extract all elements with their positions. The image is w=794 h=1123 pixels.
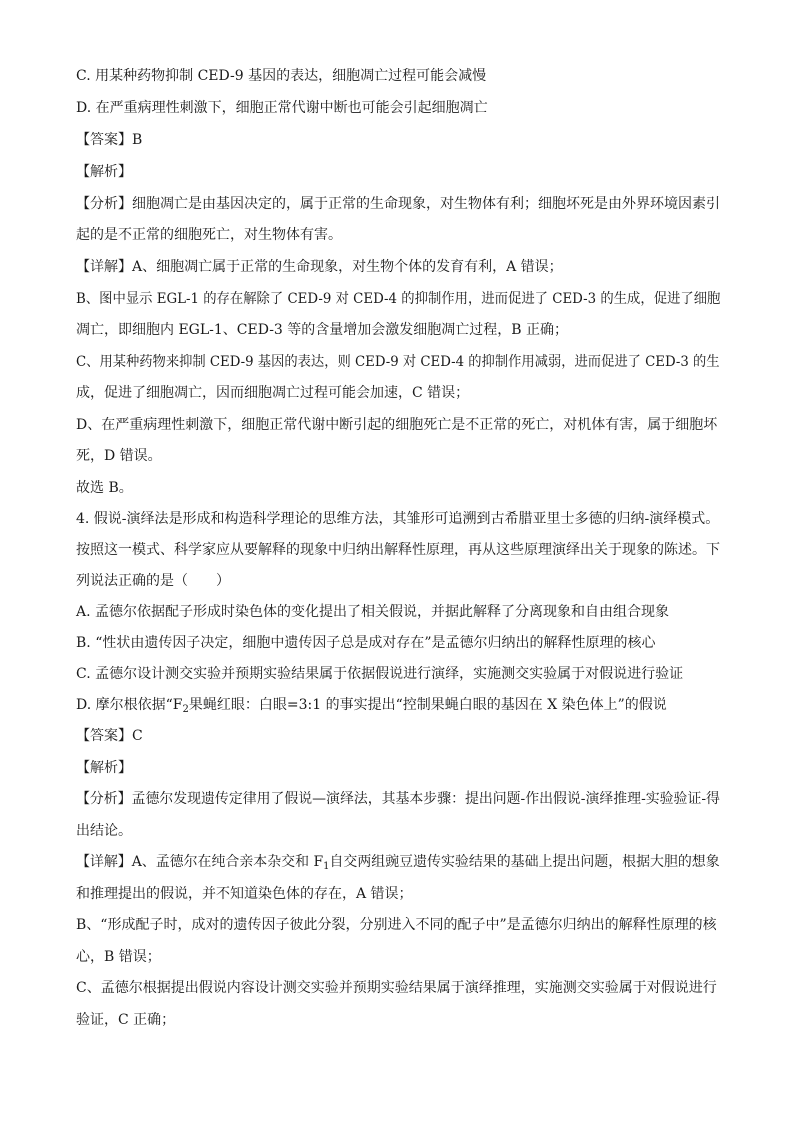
text-segment: 果蝇红眼：白眼=3:1 的事实提出“控制果蝇白眼的基因在 X 染色体上”的假说 — [188, 697, 667, 713]
answer-label: 【答案】B — [76, 132, 143, 148]
text-segment: 【详解】A、孟德尔在纯合亲本杂交和 F — [76, 854, 324, 870]
detail-text-line: B、图中显示 EGL-1 的存在解除了 CED-9 对 CED-4 的抑制作用，进而促进了 CED-3 的生成，促进了细胞 — [76, 291, 721, 307]
analysis-text-line: 起的是不正常的细胞死亡，对生物体有害。 — [76, 227, 342, 243]
question-4-stem-line: 4. 假说-演绎法是形成和构造科学理论的思维方法，其雏形可追溯到古希腊亚里士多德的归纳-演绎模式。 — [76, 511, 720, 527]
detail-text-line: 【详解】A、细胞凋亡属于正常的生命现象，对生物个体的发育有利，A 错误； — [76, 259, 563, 275]
detail-text-line: 死，D 错误。 — [76, 448, 162, 464]
detail-text-line: 凋亡，即细胞内 EGL-1、CED-3 等的含量增加会激发细胞凋亡过程，B 正确； — [76, 322, 569, 338]
subscript: 1 — [323, 861, 330, 872]
question-4-stem-line: 按照这一模式、科学家应从要解释的现象中归纳出解释性原理，再从这些原理演绎出关于现象的陈述。下 — [76, 542, 720, 558]
option-c-line: C. 孟德尔设计测交实验并预期实验结果属于依据假说进行演绎，实施测交实验属于对假说进行验证 — [76, 666, 684, 682]
analysis-heading: 【解析】 — [76, 164, 132, 180]
option-c-line: C. 用某种药物抑制 CED-9 基因的表达，细胞凋亡过程可能会减慢 — [76, 68, 487, 84]
option-d-line — [76, 695, 667, 720]
option-d-line: D. 在严重病理性刺激下，细胞正常代谢中断也可能会引起细胞凋亡 — [76, 100, 488, 116]
detail-text-line: 心，B 错误； — [76, 949, 161, 965]
detail-text-line: C、孟德尔根据提出假说内容设计测交实验并预期实验结果属于演绎推理，实施测交实验属于对假说进行 — [76, 980, 717, 996]
detail-text-line: D、在严重病理性刺激下，细胞正常代谢中断引起的细胞死亡是不正常的死亡，对机体有害，属于细胞坏 — [76, 417, 718, 433]
detail-text-line — [76, 852, 720, 877]
question-4-stem-line: 列说法正确的是（ ） — [76, 573, 230, 589]
text-segment: D. 摩尔根依据“F — [76, 697, 183, 713]
detail-text-line: B、“形成配子时，成对的遗传因子彼此分裂，分别进入不同的配子中”是孟德尔归纳出的解释性原理的核 — [76, 917, 717, 933]
analysis-text-line: 【分析】孟德尔发现遗传定律用了假说—演绎法，其基本步骤：提出问题-作出假说-演绎推理-实验验证-得 — [76, 791, 720, 807]
analysis-heading: 【解析】 — [76, 760, 132, 776]
conclusion-line: 故选 B。 — [76, 480, 133, 496]
text-segment: 自交两组豌豆遗传实验结果的基础上提出问题，根据大胆的想象 — [329, 854, 720, 870]
analysis-text-line: 出结论。 — [76, 823, 132, 839]
detail-text-line: 验证，C 正确； — [76, 1012, 176, 1028]
option-b-line: B. “性状由遗传因子决定，细胞中遗传因子总是成对存在”是孟德尔归纳出的解释性原理的核心 — [76, 635, 656, 651]
detail-text-line: 和推理提出的假说，并不知道染色体的存在，A 错误； — [76, 886, 413, 902]
option-a-line: A. 孟德尔依据配子形成时染色体的变化提出了相关假说，并据此解释了分离现象和自由组合现象 — [76, 604, 670, 620]
answer-label: 【答案】C — [76, 728, 143, 744]
subscript: 2 — [182, 704, 189, 715]
analysis-text-line: 【分析】细胞凋亡是由基因决定的，属于正常的生命现象，对生物体有利；细胞坏死是由外界环境因素引 — [76, 196, 720, 212]
detail-text-line: 成，促进了细胞凋亡，因而细胞凋亡过程可能会加速，C 错误； — [76, 385, 470, 401]
detail-text-line: C、用某种药物来抑制 CED-9 基因的表达，则 CED-9 对 CED-4 的抑制作用减弱，进而促进了 CED-3 的生 — [76, 354, 720, 370]
